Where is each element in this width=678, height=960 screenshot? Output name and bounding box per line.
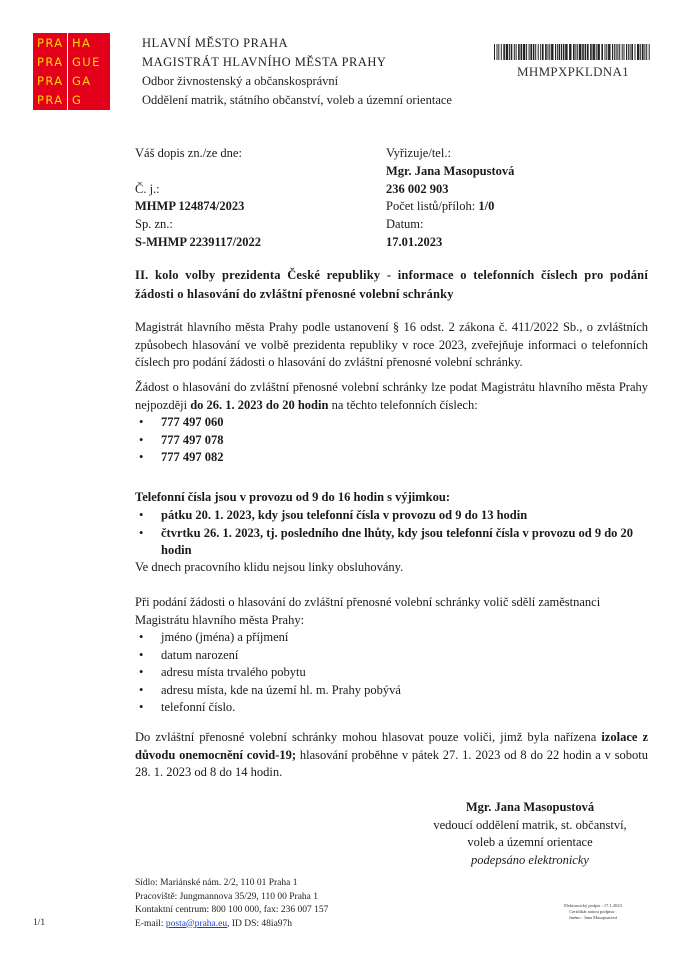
- barcode-bar: [494, 44, 495, 60]
- phone-number: • 777 497 060: [135, 414, 224, 432]
- required-info-paragraph: Při podání žádosti o hlasování do zvláštní přenosné volební schránky volič sdělí zaměstnanci Magistrátu hlavního města Prahy:: [135, 595, 601, 627]
- barcode-bar: [506, 44, 508, 60]
- barcode-bar: [646, 44, 647, 60]
- required-info-item: • adresu místa, kde na území hl. m. Prahy pobývá: [135, 682, 401, 700]
- e-signature-stamp: [548, 903, 638, 931]
- barcode-bar: [601, 44, 603, 60]
- barcode-bar: [501, 44, 502, 60]
- logo-text-right: GUE: [72, 55, 101, 69]
- barcode-text: MHMPXPKLDNA1: [517, 64, 629, 79]
- request-text: Žádost o hlasování do zvláštní přenosné volební schránky lze podat Magistrátu hlavního města Prahy nejpozději: [135, 380, 648, 412]
- ref-value: MHMP 124874/2023: [135, 199, 245, 213]
- date-label: Datum:: [386, 217, 424, 231]
- signer-role: vedoucí oddělení matrik, st. občanství,: [433, 817, 627, 832]
- praha-logo: [33, 33, 110, 110]
- barcode-bar: [526, 44, 527, 60]
- stamp-line: Certifikát autora podpisu :: [569, 909, 617, 914]
- sheets-value: 1/0: [478, 199, 495, 213]
- file-label: Sp. zn.:: [135, 217, 173, 231]
- barcode-bar: [516, 44, 517, 60]
- required-info-item: • jméno (jména) a příjmení: [135, 629, 401, 647]
- barcode-bar: [605, 44, 606, 60]
- barcode-bar: [622, 44, 623, 60]
- barcode-bar: [619, 44, 620, 60]
- barcode-bar: [626, 44, 627, 60]
- barcode-bar: [642, 44, 644, 60]
- footer: [135, 877, 328, 931]
- required-info-item: • datum narození: [135, 647, 401, 665]
- barcode-bar: [637, 44, 639, 60]
- barcode-bar: [577, 44, 578, 60]
- logo-row: [33, 91, 110, 110]
- barcode-bar: [538, 44, 539, 60]
- exception-item: • pátku 20. 1. 2023, kdy jsou telefonní čísla v provozu od 9 do 13 hodin: [135, 507, 648, 525]
- barcode-bar: [561, 44, 562, 60]
- barcode-bar: [498, 44, 499, 60]
- request-text-end: na těchto telefonních číslech:: [328, 397, 478, 412]
- ref-label: Č. j.:: [135, 182, 160, 196]
- footer-email-line: [135, 918, 328, 932]
- data-box-id: , ID DS: 48ia97h: [227, 918, 293, 929]
- barcode-bar: [617, 44, 618, 60]
- date-value: 17.01.2023: [386, 235, 443, 249]
- barcode-bar: [511, 44, 513, 60]
- barcode-bar: [635, 44, 636, 60]
- logo-row: [33, 34, 110, 53]
- handler-phone: 236 002 903: [386, 182, 449, 196]
- signature-block: [400, 799, 660, 869]
- barcode-bar: [503, 44, 505, 60]
- barcode-bar: [598, 44, 600, 60]
- handler-label: Vyřizuje/tel.:: [386, 146, 451, 160]
- barcode-bar: [545, 44, 547, 60]
- file-value: S-MHMP 2239117/2022: [135, 235, 262, 249]
- footer-workplace: Pracoviště: Jungmannova 35/29, 110 00 Praha 1: [135, 891, 319, 902]
- barcode-bar: [596, 44, 597, 60]
- holiday-note: Ve dnech pracovního klidu nejsou linky obsluhovány.: [135, 560, 404, 574]
- barcode-bar: [575, 44, 576, 60]
- logo-row: [33, 72, 110, 91]
- required-info-item: • telefonní číslo.: [135, 699, 401, 717]
- footer-contact: Kontaktní centrum: 800 100 000, fax: 236 007 157: [135, 905, 329, 915]
- phone-number: • 777 497 078: [135, 432, 224, 450]
- header-city: HLAVNÍ MĚSTO PRAHA: [142, 36, 289, 50]
- required-info-list: [135, 629, 401, 717]
- stamp-detail: [548, 926, 638, 931]
- logo-text-left: PRA: [37, 74, 64, 88]
- your-letter-label: Váš dopis zn./ze dne:: [135, 146, 242, 160]
- barcode-bar: [606, 44, 607, 60]
- barcode-bar: [518, 44, 520, 60]
- barcode-bar: [521, 44, 523, 60]
- logo-text-right: GA: [72, 74, 92, 88]
- deadline-text: do 26. 1. 2023 do 20 hodin: [190, 397, 329, 412]
- isolation-bold: izolace z důvodu onemocnění covid-19;: [135, 730, 649, 762]
- handler-name: Mgr. Jana Masopustová: [386, 164, 515, 178]
- header-magistrate: MAGISTRÁT HLAVNÍHO MĚSTA PRAHY: [142, 55, 387, 69]
- barcode-bar: [628, 44, 629, 60]
- barcode-bar: [579, 44, 581, 60]
- barcode-bar: [640, 44, 641, 60]
- barcode-bar: [555, 44, 556, 60]
- document-title: II. kolo volby prezidenta České republiky - informace o telefonních číslech pro podání žádosti o hlasování do zvláštní přenosné volební schránky: [135, 268, 648, 301]
- isolation-paragraph: [135, 729, 648, 782]
- barcode-bar: [551, 44, 553, 60]
- barcode-bar: [644, 44, 645, 60]
- logo-text-right: G: [72, 93, 83, 107]
- barcode-bar: [548, 44, 549, 60]
- barcode-bar: [569, 44, 571, 60]
- barcode-bar: [540, 44, 541, 60]
- barcode-bar: [624, 44, 625, 60]
- barcode-bar: [585, 44, 587, 60]
- barcode-bar: [533, 44, 535, 60]
- signer-name: Mgr. Jana Masopustová: [465, 800, 595, 814]
- isolation-text: Do zvláštní přenosné volební schránky mohou hlasovat pouze voliči, jimž byla nařízena: [135, 730, 602, 744]
- isolation-text-end: hlasování proběhne v pátek 27. 1. 2023 od 8 do 22 hodin a v sobotu 28. 1. 2023 od 8 do 14 hodin.: [135, 747, 648, 779]
- barcode-bar: [614, 44, 615, 60]
- barcode-bar: [630, 44, 631, 60]
- header-section: Oddělení matrik, státního občanství, voleb a územní orientace: [142, 93, 452, 107]
- barcode: [494, 44, 652, 60]
- logo-text-left: PRA: [37, 55, 64, 69]
- exception-item: • čtvrtku 26. 1. 2023, tj. posledního dne lhůty, kdy jsou telefonní čísla v provozu od 9 do 20 hodin: [135, 525, 648, 560]
- barcode-bar: [530, 44, 532, 60]
- barcode-bar: [509, 44, 510, 60]
- phone-number: • 777 497 082: [135, 449, 224, 467]
- required-info-item: • adresu místa trvalého pobytu: [135, 664, 401, 682]
- barcode-bar: [616, 44, 617, 60]
- email-label: E-mail:: [135, 918, 166, 929]
- stamp-line: Elektronický podpis : 17.1.2023: [564, 903, 622, 908]
- stamp-line: Jméno : Jana Masopustová: [568, 915, 618, 920]
- barcode-bar: [593, 44, 595, 60]
- footer-seat: Sídlo: Mariánské nám. 2/2, 110 01 Praha 1: [135, 878, 298, 888]
- logo-row: [33, 53, 110, 72]
- logo-text-right: HA: [72, 36, 92, 50]
- sheets-info: [386, 197, 494, 215]
- barcode-bar: [565, 44, 567, 60]
- barcode-bar: [535, 44, 536, 60]
- barcode-bar: [608, 44, 610, 60]
- request-paragraph: [135, 379, 648, 414]
- barcode-bar: [542, 44, 544, 60]
- logo-text-left: PRA: [37, 36, 64, 50]
- barcode-bar: [582, 44, 584, 60]
- barcode-bar: [612, 44, 613, 60]
- intro-paragraph: Magistrát hlavního města Prahy podle ustanovení § 16 odst. 2 zákona č. 411/2022 Sb., o zvláštních způsobech hlasování ve volbě prezidenta republiky v roce 2023, zveřejňuje informaci o telefonních číslech pro podání žádosti o hlasování do zvláštní přenosné volební schránky.: [135, 320, 648, 369]
- barcode-bar: [649, 44, 650, 60]
- barcode-bar: [587, 44, 589, 60]
- exceptions-list: [135, 507, 648, 560]
- barcode-bar: [549, 44, 550, 60]
- hours-heading: Telefonní čísla jsou v provozu od 9 do 16 hodin s výjimkou:: [135, 490, 450, 504]
- sheets-label: Počet listů/příloh:: [386, 199, 476, 213]
- barcode-bar: [529, 44, 530, 60]
- barcode-bar: [497, 44, 498, 60]
- phone-list: [135, 414, 224, 467]
- barcode-bar: [514, 44, 515, 60]
- barcode-bar: [557, 44, 558, 60]
- barcode-bar: [573, 44, 575, 60]
- signed-note: podepsáno elektronicky: [471, 852, 589, 867]
- barcode-bar: [559, 44, 561, 60]
- barcode-bar: [631, 44, 633, 60]
- barcode-bar: [563, 44, 565, 60]
- barcode-bar: [590, 44, 592, 60]
- page-number: 1/1: [33, 918, 46, 928]
- barcode-bar: [523, 44, 525, 60]
- header-department: Odbor živnostenský a občanskosprávní: [142, 74, 339, 88]
- email-link[interactable]: posta@praha.eu: [165, 918, 228, 929]
- logo-text-left: PRA: [37, 93, 64, 107]
- signer-role: voleb a územní orientace: [467, 835, 593, 849]
